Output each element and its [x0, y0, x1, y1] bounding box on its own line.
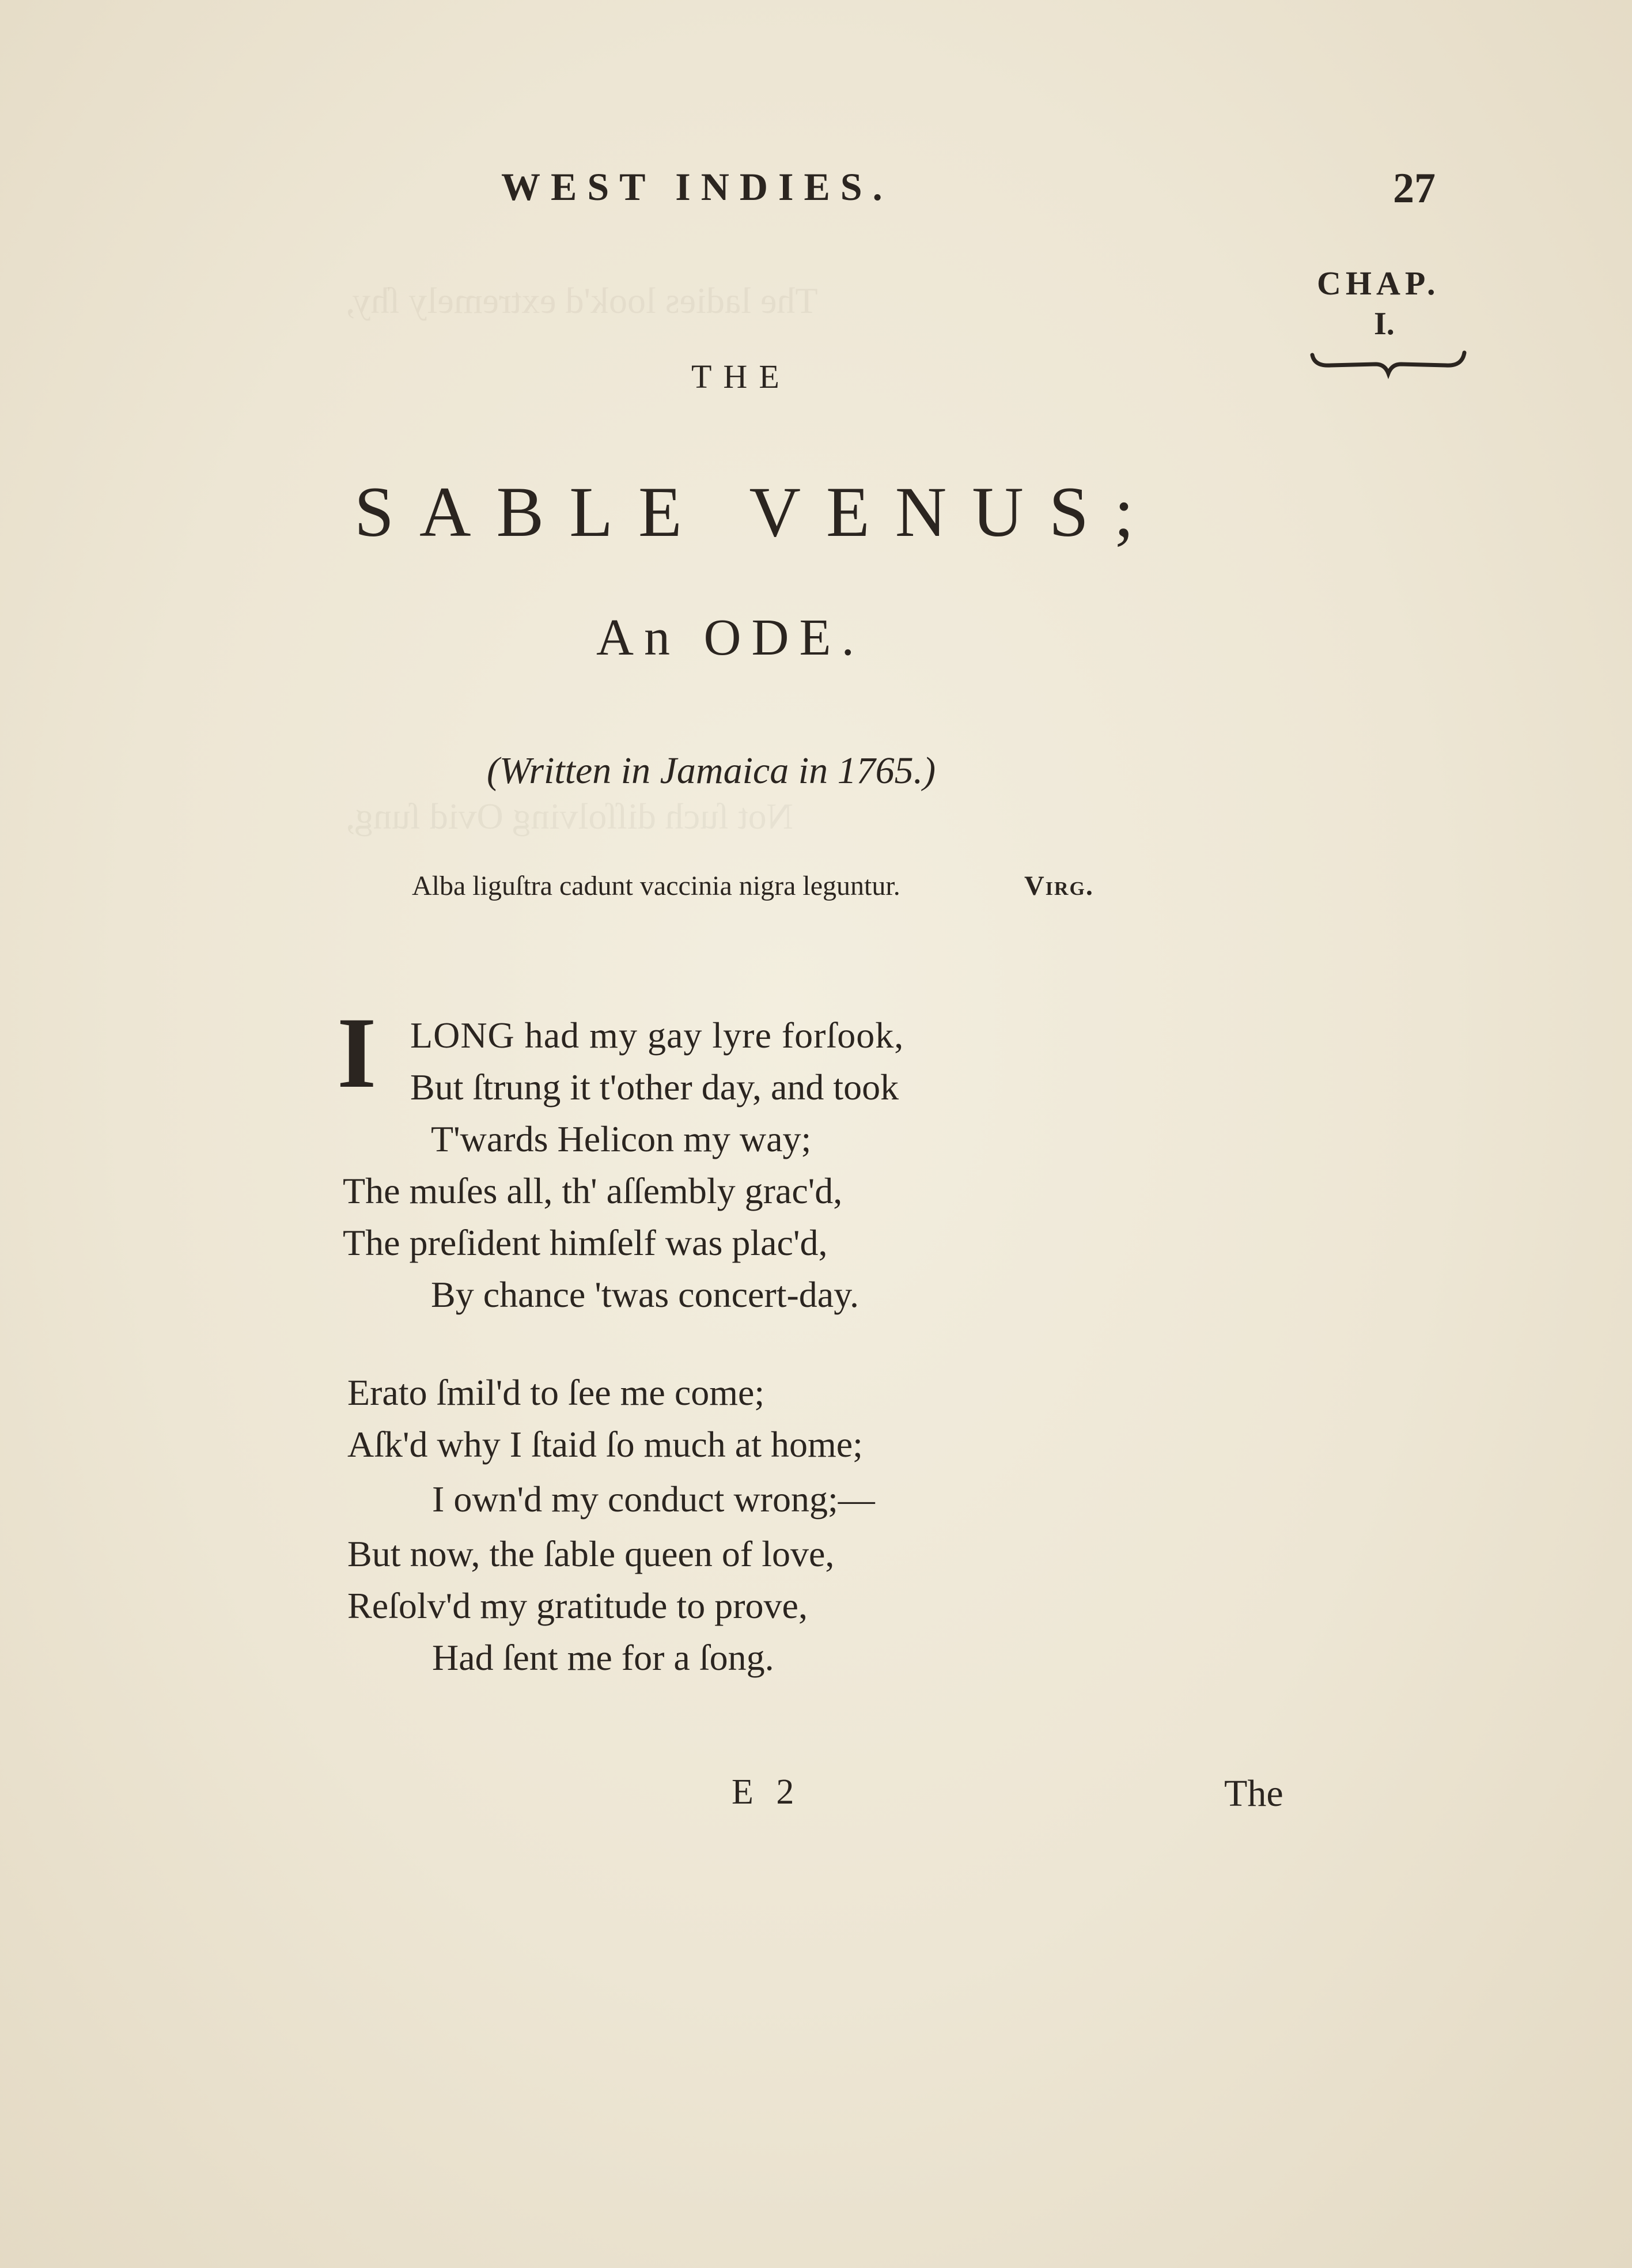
verse-line: Erato ſmil'd to ſee me come; [347, 1372, 765, 1413]
page-number: 27 [1393, 165, 1436, 212]
show-through-text: Not ſuch diſſolving Ovid ſung, [346, 796, 793, 837]
epigraph-source: Virg. [1024, 871, 1094, 901]
verse-line: The preſident himſelf was plac'd, [343, 1222, 828, 1263]
verse-line: By chance 'twas concert-day. [431, 1274, 859, 1315]
verse-line: T'wards Helicon my way; [431, 1118, 812, 1159]
verse-line: But now, the ſable queen of love, [347, 1533, 835, 1574]
chapter-number: I. [1374, 306, 1395, 342]
verse-line: Aſk'd why I ſtaid ſo much at home; [347, 1424, 863, 1465]
verse-line: LONG had my gay lyre forſook, [410, 1015, 904, 1056]
verse-line: The muſes all, th' aſſembly grac'd, [343, 1170, 843, 1211]
catchword: The [1224, 1772, 1283, 1815]
running-head: WEST INDIES. [501, 165, 893, 209]
drop-cap: I [337, 997, 377, 1109]
poem-subtitle: An ODE. [596, 609, 865, 666]
chapter-label: CHAP. [1317, 264, 1440, 302]
verse-line: Reſolv'd my gratitude to prove, [347, 1585, 808, 1626]
poem-date-line: (Written in Jamaica in 1765.) [487, 750, 936, 792]
title-article: THE [691, 358, 791, 395]
epigraph: Alba liguſtra cadunt vaccinia nigra leguntur. [412, 871, 900, 901]
page-signature: E 2 [732, 1772, 801, 1812]
verse-line: Had ſent me for a ſong. [432, 1637, 774, 1678]
show-through-text: The ladies look'd extremely ſhy, [346, 280, 818, 321]
poem-title: SABLE VENUS; [354, 472, 1160, 551]
verse-line: I own'd my conduct wrong;— [432, 1479, 875, 1519]
chapter-brace-ornament [1308, 345, 1469, 379]
verse-line: But ſtrung it t'other day, and took [410, 1067, 899, 1107]
